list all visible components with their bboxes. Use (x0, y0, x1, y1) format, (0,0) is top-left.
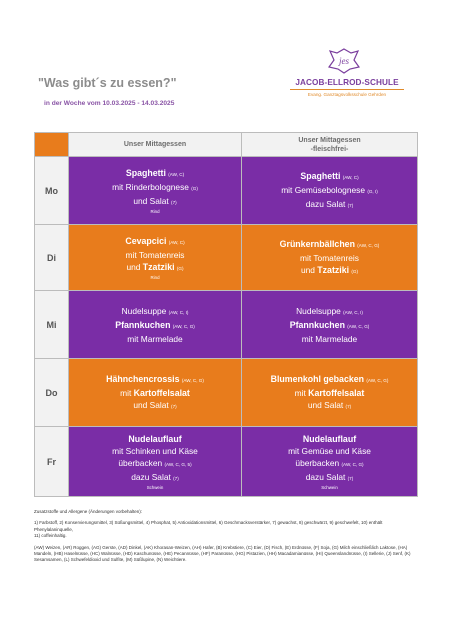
day-label: Fr (35, 427, 69, 497)
meal-text: dazu Salat (305, 198, 346, 209)
meal-text: und (300, 264, 318, 275)
meal-line (69, 457, 241, 471)
meal-text: und Salat (133, 399, 169, 410)
notes-heading: Zusatzstoffe und Allergene (Änderungen vorbehalten): (34, 509, 142, 514)
meal-line (242, 445, 417, 457)
meal-text: mit Tomatenreis (300, 252, 359, 263)
meat-type: Schwein (146, 484, 164, 490)
dish-name: Pfannkuchen (115, 319, 171, 330)
column-header-vegetarian-label: Unser Mittagessen (298, 136, 361, 144)
meal-regular (69, 359, 242, 427)
meat-type: Rind (150, 208, 160, 214)
column-header-regular (69, 133, 242, 157)
meal-line (242, 170, 417, 184)
meat-type: Schwein (321, 484, 338, 490)
meal-line (242, 387, 417, 399)
allergen-code: (G) (191, 185, 198, 191)
day-label: Di (35, 225, 69, 291)
menu-row-di (35, 225, 418, 291)
menu-header-row (35, 133, 418, 157)
logo-school-name: JACOB-ELLROD-SCHULE (295, 78, 399, 87)
meal-line (242, 333, 417, 345)
meal-vegetarian (242, 359, 418, 427)
allergen-code: (AW, C, I) (168, 309, 189, 315)
allergen-code: (G, I) (367, 188, 378, 194)
meal-line (69, 471, 241, 485)
meal-line (69, 319, 241, 333)
column-header-regular-label: Unser Mittagessen (123, 141, 187, 148)
meal-line (242, 264, 417, 278)
meal-text: und Salat (133, 195, 169, 206)
allergen-code: (AW, C, G) (172, 323, 195, 329)
meal-line (242, 433, 417, 445)
side-dish-name: Kartoffelsalat (308, 387, 365, 398)
allergen-code: (AW, C, G) (366, 377, 389, 383)
allergen-code: (7) (171, 403, 177, 409)
dish-name: Blumenkohl gebacken (270, 373, 364, 384)
meal-text: dazu Salat (305, 471, 346, 482)
allergen-code: (AW, C, I) (343, 309, 363, 315)
notes-allergens: (AW) Weizen, (AR) Roggen, (AG) Gerste, (AD) Dinkel, (AK) Khorasan-Weizen, (AH) Hafer, (B) Krebstiere, (C) Eier, (D) Fisch, (E) Erdnüsse, (F) Soja, (G) Milch einschließlich Laktose, (HA) Mandeln, (HB) Haselnüsse, (HC) Walnüsse, (HD) Kaschunüsse, (HE) Pecannüsse, (HF) Paranüsse, (HG) Pistazien, (HH) Macadamianüsse, (HI) Queenslandnüsse, (I) Sellerie, (J) Senf, (K) Sesamsamen, (L) Schwefeldioxid und Sulfite, (M) Süßlupine, (N) Weichtiere. (34, 544, 411, 563)
day-label: Mi (35, 291, 69, 359)
meal-text: mit Gemüse und Käse (288, 445, 371, 456)
meal-line (69, 433, 241, 445)
meal-text: überbacken (118, 457, 163, 468)
meal-text: überbacken (295, 457, 340, 468)
meal-vegetarian (242, 225, 418, 291)
column-header-vegetarian (242, 133, 418, 157)
day-label: Do (35, 359, 69, 427)
meal-line (242, 457, 417, 471)
meal-line (242, 238, 417, 252)
meal-vegetarian (242, 427, 418, 497)
meal-text: mit Tomatenreis (125, 249, 185, 260)
meal-vegetarian (242, 291, 418, 359)
allergen-code: (AW, C) (342, 174, 359, 180)
week-range: in der Woche vom 10.03.2025 - 14.03.2025 (44, 100, 175, 107)
meal-line (69, 445, 241, 457)
meal-line (242, 471, 417, 485)
meal-line (69, 387, 241, 399)
meal-regular (69, 291, 242, 359)
meal-line (69, 261, 241, 275)
meal-line (69, 305, 241, 319)
allergen-code: (7) (345, 403, 352, 409)
meal-text: mit Rinderbolognese (112, 181, 189, 192)
dish-name: Spaghetti (300, 170, 341, 181)
meal-regular (69, 157, 242, 225)
notes-additives: 1) Farbstoff, 2) Konservierungsmittel, 3) Süßungsmittel, 4) Phosphat, 5) Antioxidationsmittel, 6) Geschmacksverstärker, 7) gewachst, 8) geschwärzt, 9) geschwefelt, 10) enthält Phenylalaninquelle, (34, 520, 383, 532)
meal-vegetarian (242, 157, 418, 225)
meal-text: Nudelsuppe (296, 305, 341, 316)
allergen-code: (AW, C) (168, 239, 185, 245)
allergen-code: (7) (171, 199, 177, 205)
svg-text:jes: jes (339, 56, 349, 66)
dish-name: Nudelauflauf (302, 433, 357, 444)
allergen-code: (AW, C, G) (347, 323, 370, 329)
menu-row-mi (35, 291, 418, 359)
meal-regular (69, 225, 242, 291)
allergen-code: (7) (173, 475, 179, 481)
dish-name: Pfannkuchen (289, 319, 345, 330)
logo-divider (290, 89, 404, 90)
allergen-code: (G) (176, 265, 184, 271)
header-corner (35, 133, 69, 157)
allergen-code: (7) (347, 475, 354, 481)
school-logo-icon (328, 48, 360, 74)
meal-line (242, 252, 417, 264)
meal-line (69, 333, 241, 345)
meal-line (69, 167, 241, 181)
menu-table (34, 132, 418, 497)
side-dish-name: Kartoffelsalat (133, 387, 190, 398)
dish-name: Spaghetti (125, 167, 166, 178)
dish-name: Cevapcici (125, 235, 167, 246)
allergen-code: (AW, C) (168, 171, 185, 177)
allergen-code: (G) (351, 268, 359, 274)
dish-name: Grünkernbällchen (279, 238, 355, 249)
meal-text: mit (294, 387, 309, 398)
meal-line (69, 195, 241, 209)
meal-text: Nudelsuppe (121, 305, 167, 316)
menu-row-do (35, 359, 418, 427)
allergen-code: (7) (347, 202, 354, 208)
allergen-code: (AW, C, G) (357, 242, 380, 248)
meal-text: und (126, 261, 143, 272)
meal-line (242, 373, 417, 387)
allergen-notes (34, 509, 419, 569)
column-header-vegetarian-sub: -fleischfrei- (310, 145, 349, 153)
meal-line (69, 399, 241, 413)
side-dish-name: Tzatziki (317, 264, 350, 275)
meal-text: mit Schinken und Käse (112, 445, 198, 456)
meal-text: mit Marmelade (301, 333, 358, 344)
logo-tagline: Evang. Ganztagsvolksschule Gehrden (307, 92, 387, 97)
notes-additives-cont: 11) coffeinhaltig. (34, 533, 67, 539)
school-logo (282, 48, 412, 104)
dish-name: Hähnchencrossis (106, 373, 180, 384)
meal-line (242, 319, 417, 333)
meal-text: dazu Salat (131, 471, 171, 482)
meal-text: und Salat (307, 399, 344, 410)
dish-name: Nudelauflauf (128, 433, 182, 444)
allergen-code: (AW, C, G, 5) (164, 461, 192, 467)
allergen-code: (AW, C, G) (341, 461, 364, 467)
allergen-code: (AW, C, G) (181, 377, 204, 383)
meal-line (242, 184, 417, 198)
day-label: Mo (35, 157, 69, 225)
meal-text: mit Gemüsebolognese (281, 184, 365, 195)
meal-regular (69, 427, 242, 497)
meal-line (69, 373, 241, 387)
meal-line (242, 305, 417, 319)
meal-line (69, 235, 241, 249)
meal-text: mit (120, 387, 134, 398)
meal-line (242, 399, 417, 413)
side-dish-name: Tzatziki (142, 261, 175, 272)
meat-type: Rind (150, 274, 160, 280)
meal-line (242, 198, 417, 212)
menu-row-mo (35, 157, 418, 225)
meal-line (69, 249, 241, 261)
meal-text: mit Marmelade (127, 333, 183, 344)
menu-row-fr (35, 427, 418, 497)
meal-line (69, 181, 241, 195)
page-title: "Was gibt´s zu essen?" (38, 76, 177, 90)
